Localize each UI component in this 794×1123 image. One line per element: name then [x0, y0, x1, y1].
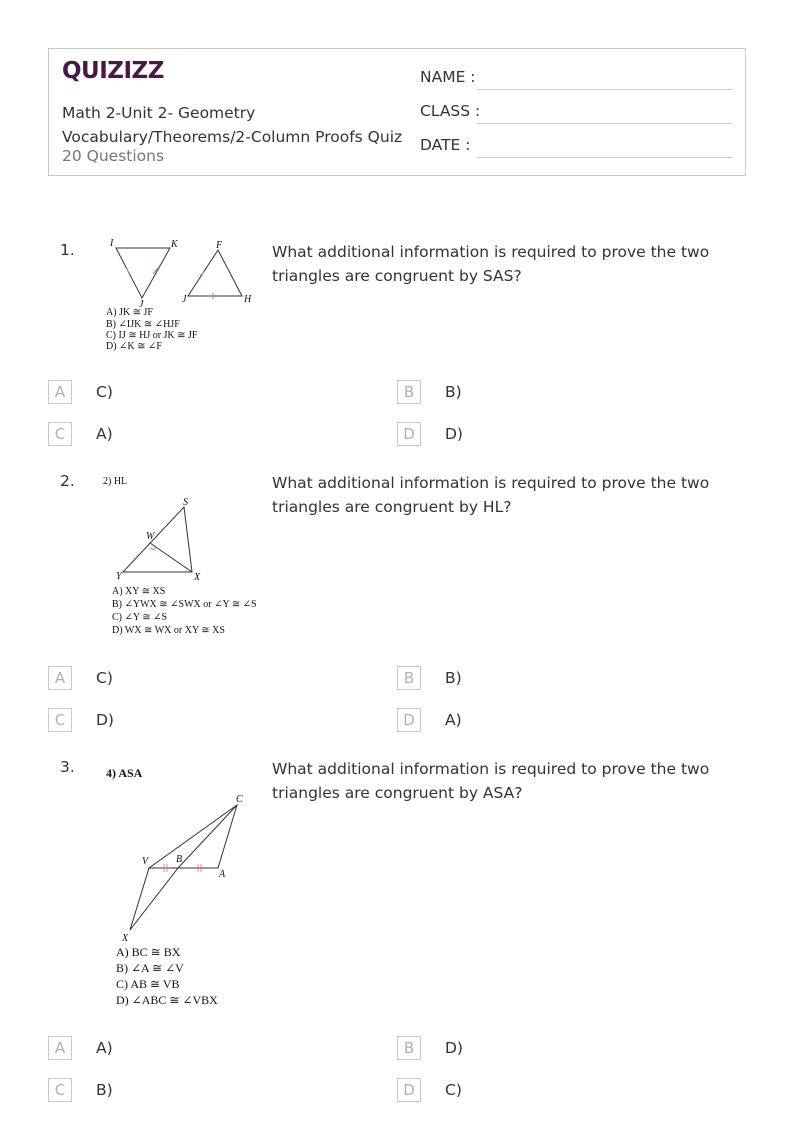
quizizz-logo: QUIZIZZ	[62, 58, 164, 84]
figure-label: W	[146, 531, 155, 542]
option-letter-box[interactable]: D	[397, 422, 421, 446]
date-field-line[interactable]	[477, 157, 733, 158]
figure-choice: A) JK ≅ JF	[106, 307, 153, 318]
question-number: 2.	[60, 472, 75, 490]
option-letter-box[interactable]: B	[397, 380, 421, 404]
option-text: D)	[445, 1039, 463, 1057]
triangle-fjh	[188, 250, 242, 299]
figure-choice: C) AB ≅ VB	[116, 977, 180, 991]
figure-label: S	[183, 497, 188, 508]
question-count: 20 Questions	[62, 147, 165, 165]
figure-label: K	[171, 239, 178, 250]
figure-label: J	[182, 294, 187, 305]
figure-choice: B) ∠YWX ≅ ∠SWX or ∠Y ≅ ∠S	[112, 599, 257, 610]
option-letter-box[interactable]: A	[48, 380, 72, 404]
class-label: CLASS :	[420, 102, 481, 120]
question-text: What additional information is required to prove the two triangles are congruent by SAS?	[272, 243, 710, 285]
triangle-ijk	[116, 248, 170, 298]
option-letter-box[interactable]: C	[48, 422, 72, 446]
option-text: C)	[96, 669, 113, 687]
question-number: 1.	[60, 241, 75, 259]
figure-choice: B) ∠A ≅ ∠V	[116, 961, 184, 975]
figure-label: C	[236, 794, 243, 805]
figure-label: X	[194, 572, 201, 583]
option-text: B)	[445, 383, 462, 401]
figure-choice: B) ∠IJK ≅ ∠HJF	[106, 319, 180, 330]
option-letter-box[interactable]: B	[397, 666, 421, 690]
option-letter-box[interactable]: A	[48, 1036, 72, 1060]
question-3-figure	[100, 760, 270, 1015]
class-field-line[interactable]	[477, 123, 733, 124]
figure-label: F	[216, 240, 223, 251]
option-letter-box[interactable]: C	[48, 708, 72, 732]
name-label: NAME :	[420, 68, 476, 86]
name-field-line[interactable]	[477, 89, 733, 90]
option-text: A)	[96, 1039, 113, 1057]
triangle-ysx	[123, 507, 192, 572]
figure-choice: A) BC ≅ BX	[116, 945, 181, 959]
option-text: A)	[445, 711, 462, 729]
figure-label: H	[244, 294, 252, 305]
figure-label: V	[142, 856, 149, 867]
question-number: 3.	[60, 758, 75, 776]
question-1-figure	[100, 238, 260, 358]
question-text: What additional information is required to prove the two triangles are congruent by ASA?	[272, 760, 710, 802]
option-letter-box[interactable]: A	[48, 666, 72, 690]
option-text: D)	[96, 711, 114, 729]
option-letter-box[interactable]: C	[48, 1078, 72, 1102]
quiz-title-line1: Math 2-Unit 2- Geometry	[62, 104, 256, 122]
question-text: What additional information is required to prove the two triangles are congruent by HL?	[272, 474, 710, 516]
figure-choice: C) ∠Y ≅ ∠S	[112, 612, 168, 623]
figure-label: B	[176, 854, 183, 865]
figure-label: A	[219, 869, 226, 880]
quiz-title-line2: Vocabulary/Theorems/2-Column Proofs Quiz	[62, 128, 403, 146]
worksheet-header	[48, 48, 746, 176]
figure-label: Y	[116, 571, 122, 582]
option-text: D)	[445, 425, 463, 443]
question-2-figure	[100, 472, 270, 642]
date-label: DATE :	[420, 136, 471, 154]
quiz-title	[62, 101, 412, 149]
option-letter-box[interactable]: D	[397, 1078, 421, 1102]
option-text: A)	[96, 425, 113, 443]
option-text: C)	[445, 1081, 462, 1099]
bowtie-triangles	[130, 805, 237, 930]
option-letter-box[interactable]: D	[397, 708, 421, 732]
option-text: B)	[445, 669, 462, 687]
figure-choice: A) XY ≅ XS	[112, 586, 166, 597]
option-letter-box[interactable]: B	[397, 1036, 421, 1060]
figure-label: J	[139, 299, 144, 310]
figure-heading: 2) HL	[103, 476, 128, 487]
figure-choice: D) ∠K ≅ ∠F	[106, 341, 162, 352]
figure-heading: 4) ASA	[106, 766, 143, 780]
figure-choice: D) WX ≅ WX or XY ≅ XS	[112, 625, 225, 636]
figure-choice: D) ∠ABC ≅ ∠VBX	[116, 993, 218, 1007]
figure-label: I	[110, 238, 114, 249]
figure-choice: C) IJ ≅ HJ or JK ≅ JF	[106, 330, 198, 341]
option-text: B)	[96, 1081, 113, 1099]
figure-label: X	[122, 933, 129, 944]
option-text: C)	[96, 383, 113, 401]
